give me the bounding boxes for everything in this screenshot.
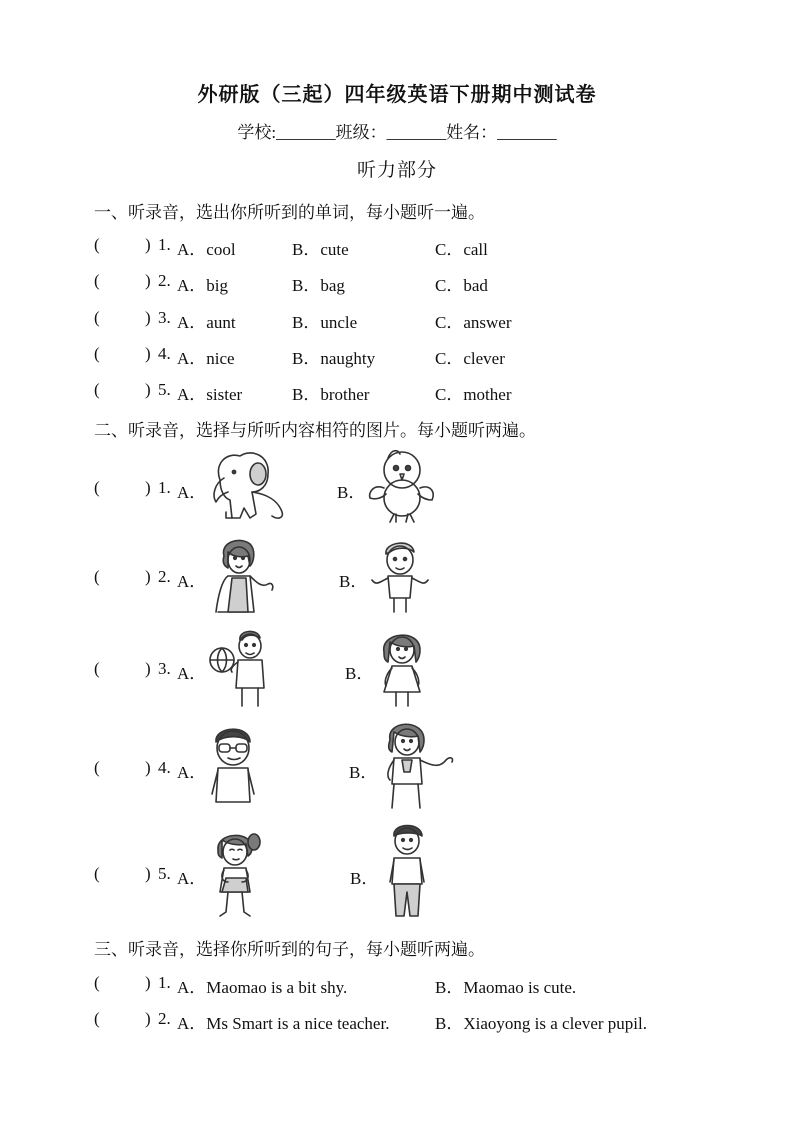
answer-paren-open[interactable]: (: [94, 973, 100, 992]
section-title: 听力部分: [356, 160, 437, 181]
question-number: 2.: [158, 567, 171, 586]
option-a-label: A．: [177, 869, 207, 888]
answer-paren-close: ): [145, 308, 151, 327]
question-number: 3.: [158, 659, 171, 678]
answer-paren-close: ): [145, 567, 151, 586]
option-b: B．brother: [292, 385, 370, 404]
option-a: A．sister: [177, 385, 243, 404]
answer-paren-close: ): [145, 478, 151, 497]
page-title: 外研版（三起）四年级英语下册期中测试卷: [197, 84, 597, 106]
name-field[interactable]: 姓名：_______: [446, 123, 557, 142]
question-number: 1.: [158, 478, 171, 497]
bird-icon[interactable]: [366, 448, 436, 524]
option-c: C．clever: [435, 349, 505, 368]
option-a: A．big: [177, 276, 228, 295]
option-b: B．Xiaoyong is a clever pupil.: [435, 1014, 647, 1033]
question-number: 1.: [158, 235, 171, 254]
answer-paren-close: ): [145, 758, 151, 777]
option-b-label: B．: [339, 572, 368, 591]
answer-paren-close: ): [145, 659, 151, 678]
option-b-label: B．: [350, 869, 379, 888]
option-c: C．call: [435, 240, 488, 259]
answer-paren-open[interactable]: (: [94, 758, 100, 777]
option-b: B．uncle: [292, 313, 358, 332]
question-number: 4.: [158, 758, 171, 777]
option-a-label: A．: [177, 763, 207, 782]
man-icon[interactable]: [384, 822, 430, 922]
option-b: B．cute: [292, 240, 349, 259]
answer-paren-open[interactable]: (: [94, 1009, 100, 1028]
option-b: B．naughty: [292, 349, 376, 368]
shy-girl-icon[interactable]: [208, 828, 266, 920]
question-number: 5.: [158, 380, 171, 399]
school-field[interactable]: 学校:_______: [237, 123, 336, 142]
answer-paren-open[interactable]: (: [94, 659, 100, 678]
option-b-label: B．: [337, 483, 366, 502]
option-b: B．Maomao is cute.: [435, 978, 577, 997]
option-a-label: A．: [177, 664, 207, 683]
answer-paren-close: ): [145, 973, 151, 992]
question-number: 2.: [158, 271, 171, 290]
part3-heading: 三、听录音，选择你所听到的句子，每小题听两遍。: [94, 940, 485, 959]
option-a: A．aunt: [177, 313, 236, 332]
woman-waving-icon[interactable]: [376, 718, 458, 812]
answer-paren-close: ): [145, 271, 151, 290]
answer-paren-close: ): [145, 864, 151, 883]
answer-paren-open[interactable]: (: [94, 308, 100, 327]
student-info-line: [0, 118, 794, 143]
answer-paren-open[interactable]: (: [94, 864, 100, 883]
answer-paren-open[interactable]: (: [94, 567, 100, 586]
question-number: 2.: [158, 1009, 171, 1028]
question-number: 1.: [158, 973, 171, 992]
elephant-icon[interactable]: [206, 450, 288, 524]
option-a: A．cool: [177, 240, 236, 259]
option-c: C．bad: [435, 276, 488, 295]
option-a: A．nice: [177, 349, 235, 368]
answer-paren-close: ): [145, 344, 151, 363]
answer-paren-open[interactable]: (: [94, 380, 100, 399]
option-a-label: A．: [177, 572, 207, 591]
option-b-label: B．: [349, 763, 378, 782]
option-a: A．Ms Smart is a nice teacher.: [177, 1014, 390, 1033]
question-number: 4.: [158, 344, 171, 363]
option-a: A．Maomao is a bit shy.: [177, 978, 348, 997]
option-b: B．bag: [292, 276, 345, 295]
option-c: C．answer: [435, 313, 512, 332]
question-number: 5.: [158, 864, 171, 883]
option-b-label: B．: [345, 664, 374, 683]
answer-paren-open[interactable]: (: [94, 344, 100, 363]
girl-icon[interactable]: [376, 626, 428, 710]
answer-paren-open[interactable]: (: [94, 271, 100, 290]
boy-with-glasses-icon[interactable]: [208, 724, 258, 806]
answer-paren-close: ): [145, 235, 151, 254]
boy-with-ball-icon[interactable]: [206, 626, 276, 708]
option-a-label: A．: [177, 483, 207, 502]
class-field[interactable]: 班级：_______: [335, 123, 447, 142]
part1-heading: 一、听录音，选出你所听到的单词，每小题听一遍。: [94, 203, 485, 222]
woman-icon[interactable]: [210, 536, 276, 614]
answer-paren-close: ): [145, 1009, 151, 1028]
part2-heading: 二、听录音，选择与所听内容相符的图片。每小题听两遍。: [94, 421, 536, 440]
boy-icon[interactable]: [368, 538, 434, 614]
answer-paren-open[interactable]: (: [94, 235, 100, 254]
option-c: C．mother: [435, 385, 512, 404]
answer-paren-open[interactable]: (: [94, 478, 100, 497]
answer-paren-close: ): [145, 380, 151, 399]
question-number: 3.: [158, 308, 171, 327]
